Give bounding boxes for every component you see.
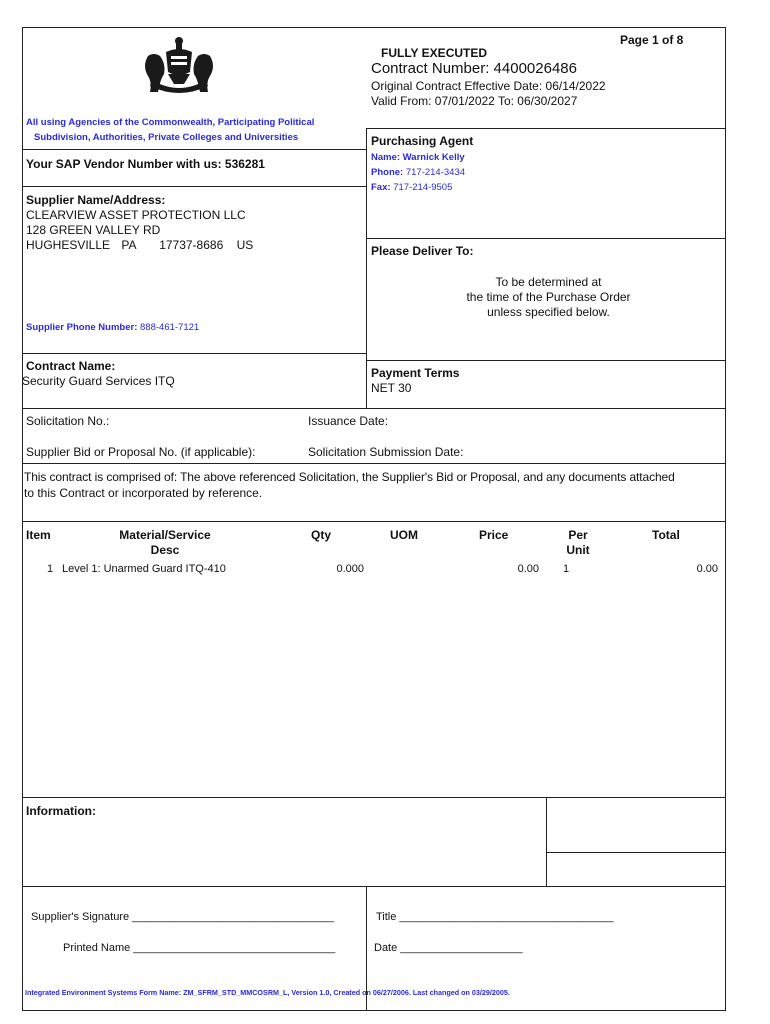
printed-name-line: Printed Name _________________________________ <box>63 942 336 954</box>
agencies-line-2: Subdivision, Authorities, Private Colleges and Universities <box>34 132 299 143</box>
supplier-phone-label: Supplier Phone Number: <box>26 322 138 333</box>
agencies-line-1: All using Agencies of the Commonwealth, Participating Political <box>26 117 315 128</box>
header-qty: Qty <box>311 528 332 542</box>
row-desc: Level 1: Unarmed Guard ITQ-410 <box>62 563 226 575</box>
original-effective-date: Original Contract Effective Date: 06/14/2022 <box>371 79 606 93</box>
agent-phone <box>371 167 465 178</box>
supplier-phone <box>26 322 199 333</box>
supplier-country: US <box>236 238 254 252</box>
header-price: Price <box>479 528 509 542</box>
supplier-city: HUGHESVILLE <box>26 238 111 252</box>
deliver-to-title: Please Deliver To: <box>371 244 474 258</box>
agent-fax-label: Fax: <box>371 182 391 193</box>
deliver-line-3: unless specified below. <box>487 305 610 319</box>
issuance-date-label: Issuance Date: <box>308 414 389 428</box>
payment-terms-value: NET 30 <box>371 381 412 395</box>
deliver-line-1: To be determined at <box>495 275 602 289</box>
sap-vendor-number: Your SAP Vendor Number with us: 536281 <box>26 157 265 171</box>
contract-number <box>371 60 577 77</box>
header-uom: UOM <box>390 528 418 542</box>
supplier-street: 128 GREEN VALLEY RD <box>26 223 161 237</box>
supplier-phone-value: 888-461-7121 <box>140 322 200 333</box>
header-desc-2: Desc <box>150 543 180 557</box>
contract-number-label: Contract Number: <box>371 60 490 77</box>
supplier-title: Supplier Name/Address: <box>26 193 166 207</box>
header-per-2: Unit <box>566 543 590 557</box>
header-total: Total <box>652 528 680 542</box>
form-footer: Integrated Environment Systems Form Name: ZM_SFRM_STD_MMCOSRM_L, Version 1.0, Created on 06/27/2006. Last changed on 03/29/2005. <box>25 988 510 997</box>
information-title: Information: <box>26 804 96 818</box>
page-indicator: Page 1 of 8 <box>620 33 684 47</box>
supplier-state: PA <box>121 238 136 252</box>
supplier-zip: 17737-8686 <box>159 238 224 252</box>
agent-fax-value: 717-214-9505 <box>393 182 453 193</box>
agent-phone-label: Phone: <box>371 167 404 178</box>
commonwealth-seal-icon <box>138 36 220 98</box>
payment-terms-title: Payment Terms <box>371 366 460 380</box>
supplier-signature-line: Supplier's Signature _________________________________ <box>31 911 335 923</box>
date-line: Date ____________________ <box>374 942 523 954</box>
submission-date-label: Solicitation Submission Date: <box>308 445 464 459</box>
solicitation-number-label: Solicitation No.: <box>26 414 110 428</box>
bid-number-label: Supplier Bid or Proposal No. (if applicable): <box>26 445 256 459</box>
row-qty: 0.000 <box>336 563 364 575</box>
supplier-name: CLEARVIEW ASSET PROTECTION LLC <box>26 208 246 222</box>
valid-period: Valid From: 07/01/2022 To: 06/30/2027 <box>371 94 578 108</box>
status-label: FULLY EXECUTED <box>381 46 488 60</box>
title-line: Title ___________________________________ <box>376 911 614 923</box>
contract-number-value: 4400026486 <box>493 60 577 77</box>
agent-phone-value: 717-214-3434 <box>405 167 466 178</box>
row-total: 0.00 <box>696 563 718 575</box>
row-price: 0.00 <box>517 563 539 575</box>
agent-name: Name: Warnick Kelly <box>371 152 465 163</box>
supplier-city-line <box>26 238 253 252</box>
row-per: 1 <box>563 563 570 575</box>
comprised-line-1: This contract is comprised of: The above referenced Solicitation, the Supplier's Bid or Proposal, and any documents attached <box>24 470 675 484</box>
purchasing-agent-title: Purchasing Agent <box>371 134 474 148</box>
header-per-1: Per <box>568 528 588 542</box>
header-item: Item <box>26 528 51 542</box>
contract-name-value: Security Guard Services ITQ <box>22 374 175 388</box>
header-desc-1: Material/Service <box>119 528 211 542</box>
agent-fax <box>371 182 452 193</box>
row-item: 1 <box>47 563 54 575</box>
deliver-line-2: the time of the Purchase Order <box>466 290 631 304</box>
comprised-line-2: to this Contract or incorporated by reference. <box>24 486 263 500</box>
contract-name-title: Contract Name: <box>26 359 116 373</box>
